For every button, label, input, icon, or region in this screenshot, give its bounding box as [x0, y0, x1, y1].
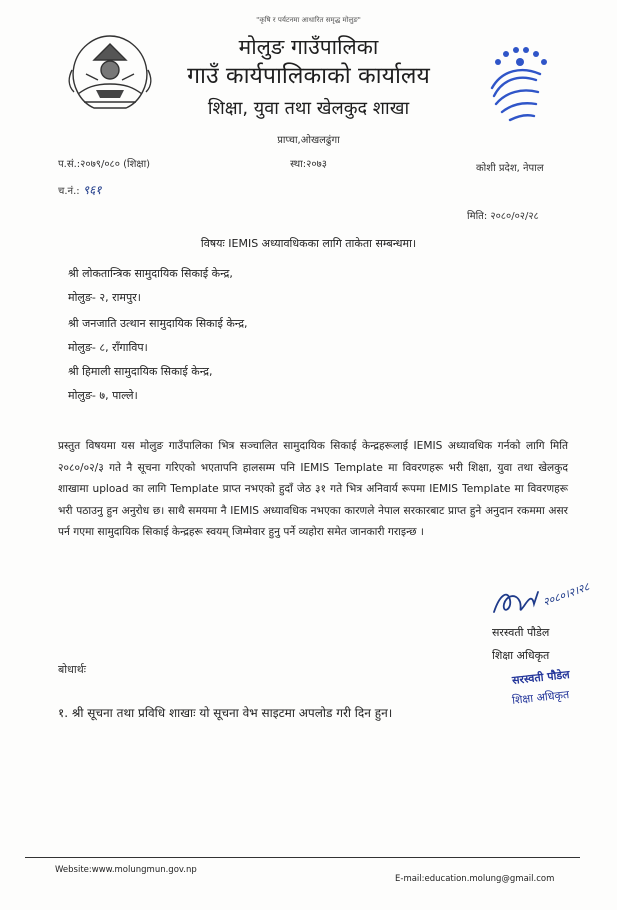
signatory-title: शिक्षा अधिकृत: [492, 649, 550, 662]
letter-body: प्रस्तुत विषयमा यस मोलुङ गाउँपालिका भित्र सञ्चालित सामुदायिक सिकाई केन्द्रहरूलाई IEMIS अध्यावधिक गर्नको लागि मिति २०८०/०२/३ गते नै सूचना गरिएको भएतापनि हालसम्म पनि IEMIS Template मा विवरणहरू भरी शिक्षा, युवा तथा खेलकुद शाखामा upload का लागि Template प्राप्त नभएको हुदाँ जेठ ३१ गते भित्र अनिवार्य रूपमा IEMIS Template मा विवरणहरू भरी पठाउनु हुन अनुरोध छ। साथै समयमा नै IEMIS अध्यावधिक नभएका कारणले नेपाल सरकारबाट प्राप्त हुने अनुदान रकममा असर पर्न गएमा सामुदायिक सिकाई केन्द्रहरू स्वयम् जिम्मेवार हुनु पर्ने व्यहोरा समेत जानकारी गराइन्छ ।: [58, 440, 568, 538]
established-year: स्था:२०७३: [290, 159, 327, 170]
handwritten-signature-icon: [490, 584, 548, 620]
cc-label: बोधार्थः: [58, 663, 86, 676]
letterhead-tagline: "कृषि र पर्यटनमा आधारित समृद्ध मोलुङ": [256, 16, 361, 24]
letter-reference-number: प.सं.:२०७९/०८० (शिक्षा): [58, 159, 151, 170]
section-name: शिक्षा, युवा तथा खेलकुद शाखा: [207, 98, 410, 119]
dispatch-number-value: ९६१: [82, 183, 102, 197]
footer-email: E-mail:education.molung@gmail.com: [395, 874, 555, 884]
province-label: कोशी प्रदेश, नेपाल: [476, 163, 544, 174]
letter-subject: विषयः IEMIS अध्यावधिकका लागि ताकेता सम्बन्धमा।: [200, 237, 417, 250]
addressee-line: मोलुङ- ७, पाल्ले।: [68, 389, 138, 402]
signature-date: २०८०।२।२८: [541, 580, 592, 609]
addressee-line: मोलुङ- २, रामपुर।: [68, 291, 141, 304]
dispatch-number-label: च.नं.:: [58, 186, 80, 197]
office-address: प्राप्चा,ओखलढुंगा: [277, 135, 340, 146]
addressee-line: श्री लोकतान्त्रिक सामुदायिक सिकाई केन्द्र,: [68, 267, 233, 280]
official-stamp-name: सरस्वती पौडेल: [511, 668, 571, 687]
dispatch-number-row: [58, 181, 102, 198]
letter-date: मिति: २०८०/०२/२८: [467, 211, 539, 222]
addressee-line: श्री जनजाति उत्थान सामुदायिक सिकाई केन्द्र,: [68, 317, 248, 330]
footer-website: Website:www.molungmun.gov.np: [55, 865, 197, 875]
addressee-line: श्री हिमाली सामुदायिक सिकाई केन्द्र,: [68, 365, 213, 378]
signatory-name: सरस्वती पौडेल: [492, 626, 550, 639]
office-name: गाउँ कार्यपालिकाको कार्यालय: [187, 63, 430, 89]
addressee-line: मोलुङ- ८, राँगाविप।: [68, 341, 148, 354]
municipality-name: मोलुङ गाउँपालिका: [238, 35, 379, 59]
official-stamp-title: शिक्षा अधिकृत: [511, 688, 570, 707]
cc-item: १. श्री सूचना तथा प्रविधि शाखाः यो सूचना वेभ साइटमा अपलोड गरी दिन हुन।: [58, 706, 393, 720]
footer-divider: [25, 857, 580, 858]
